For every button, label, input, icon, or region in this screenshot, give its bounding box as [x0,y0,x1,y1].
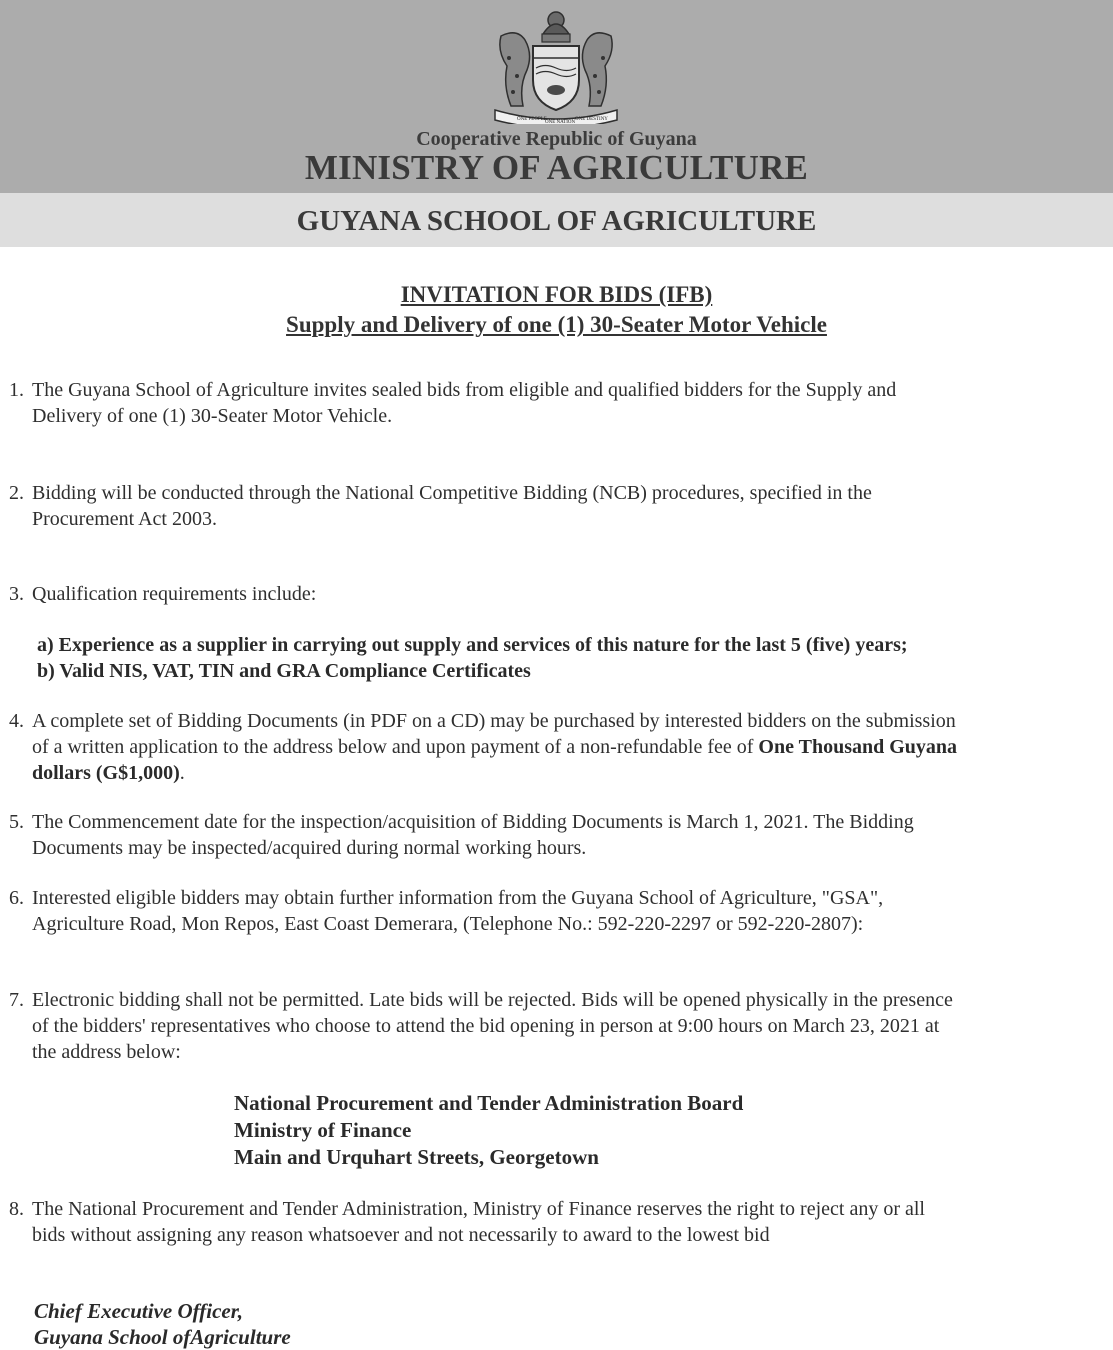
paragraph-text: The Guyana School of Agriculture invites sealed bids from eligible and qualified bidders for the Supply and [32,379,897,401]
fee-amount-text: One Thousand Guyana [758,736,958,758]
paragraph-text: Documents may be inspected/acquired during normal working hours. [32,837,587,859]
paragraph-text: the address below: [32,1041,181,1063]
paragraph-5 [9,809,1109,861]
ministry-title: MINISTRY OF AGRICULTURE [304,148,809,187]
fee-amount-text: dollars (G$1,000) [32,762,180,784]
paragraph-text: Bidding will be conducted through the National Competitive Bidding (NCB) procedures, specified in the [32,482,872,504]
requirement-b: b) Valid NIS, VAT, TIN and GRA Compliance Certificates [37,660,531,682]
address-line: Ministry of Finance [234,1118,412,1142]
paragraph-text: Delivery of one (1) 30-Seater Motor Vehicle. [32,405,393,427]
notice-subtitle: Supply and Delivery of one (1) 30-Seater Motor Vehicle [286,312,827,337]
signature-organization: Guyana School ofAgriculture [34,1325,291,1349]
paragraph-number: 8. [9,1198,24,1220]
paragraph-text: Electronic bidding shall not be permitted. Late bids will be rejected. Bids will be opened physically in the presence [32,989,953,1011]
paragraph-8 [9,1196,1109,1248]
paragraph-number: 1. [9,379,24,401]
paragraph-4 [9,708,1109,786]
paragraph-text: A complete set of Bidding Documents (in PDF on a CD) may be purchased by interested bidders on the submission [32,710,956,732]
paragraph-text: Agriculture Road, Mon Repos, East Coast Demerara, (Telephone No.: 592-220-2297 or 592-220-2807): [32,913,864,935]
paragraph-3 [9,581,1109,607]
paragraph-number: 6. [9,887,24,909]
paragraph-1 [9,377,1109,429]
paragraph-number: 5. [9,811,24,833]
signature-title: Chief Executive Officer, [34,1299,243,1323]
paragraph-text: of a written application to the address below and upon payment of a non-refundable fee of [32,736,759,758]
coat-of-arms-emblem [487,6,625,124]
republic-name: Cooperative Republic of Guyana [416,128,697,150]
address-line: National Procurement and Tender Administration Board [234,1091,744,1115]
paragraph-text: of the bidders' representatives who choose to attend the bid opening in person at 9:00 hours on March 23, 2021 at [32,1015,940,1037]
paragraph-text: . [179,762,185,784]
motto-text-1: ONE PEOPLE [517,117,547,122]
address-block [234,1090,1034,1171]
paragraph-text: Qualification requirements include: [32,583,317,605]
paragraph-2 [9,480,1109,532]
motto-text-3: ONE DESTINY [575,117,608,122]
paragraph-text: The Commencement date for the inspection/acquisition of Bidding Documents is March 1, 2021. The Bidding [32,811,914,833]
paragraph-text: Procurement Act 2003. [32,508,217,530]
notice-title: INVITATION FOR BIDS (IFB) [400,282,713,307]
paragraph-text: Interested eligible bidders may obtain further information from the Guyana School of Agriculture, "GSA", [32,887,884,909]
requirement-a: a) Experience as a supplier in carrying out supply and services of this nature for the last 5 (five) years; [37,634,908,656]
paragraph-6 [9,885,1109,937]
paragraph-text: bids without assigning any reason whatsoever and not necessarily to award to the lowest bid [32,1224,770,1246]
address-line: Main and Urquhart Streets, Georgetown [234,1145,599,1169]
paragraph-text: The National Procurement and Tender Administration, Ministry of Finance reserves the right to reject any or all [32,1198,925,1220]
paragraph-number: 7. [9,989,24,1011]
signature-block [34,1298,634,1350]
paragraph-number: 2. [9,482,24,504]
motto-text-2: ONE NATION [545,120,576,124]
school-title: GUYANA SCHOOL OF AGRICULTURE [296,205,817,237]
paragraph-7 [9,987,1109,1065]
paragraph-number: 3. [9,583,24,605]
paragraph-number: 4. [9,710,24,732]
